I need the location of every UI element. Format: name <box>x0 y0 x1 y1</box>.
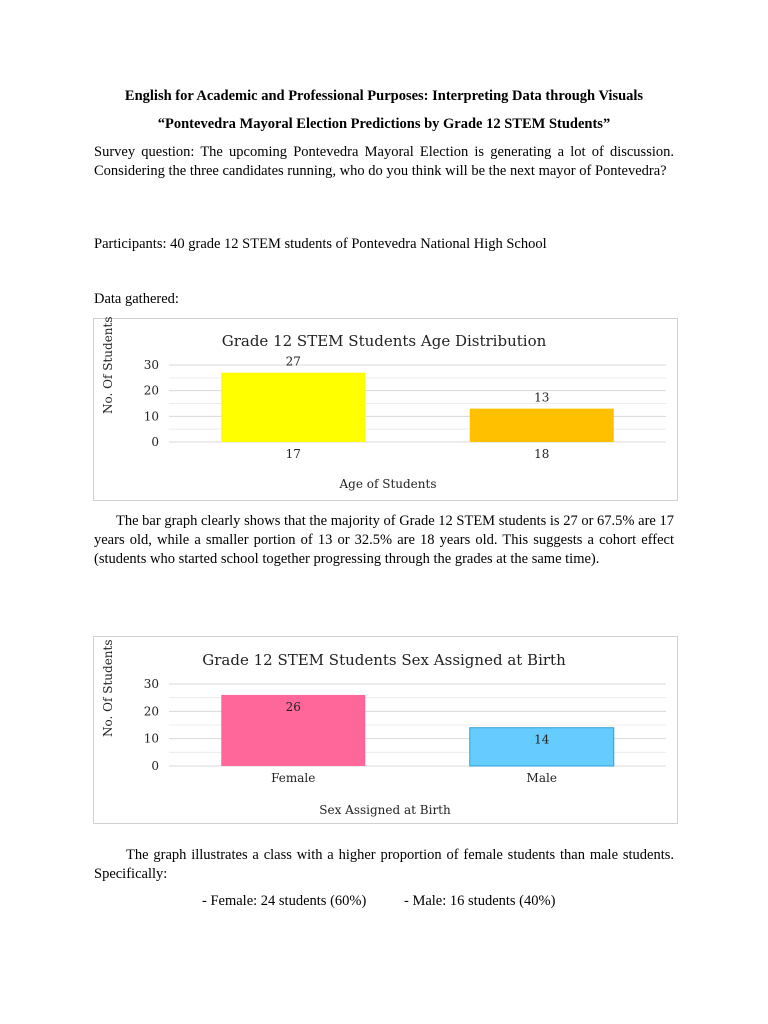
sex-at-birth-chart <box>93 636 678 824</box>
y-tick-label: 10 <box>143 409 159 424</box>
age-chart-svg <box>94 316 677 500</box>
report-title: “Pontevedra Mayoral Election Predictions by Grade 12 STEM Students” <box>157 116 611 132</box>
y-tick-label: 30 <box>143 358 159 372</box>
y-axis-label: No. Of Students <box>101 639 115 737</box>
y-tick-label: 20 <box>143 383 159 398</box>
x-axis-label: Sex Assigned at Birth <box>319 803 451 817</box>
age-distribution-chart <box>93 318 678 501</box>
data-label: 14 <box>534 732 550 747</box>
x-axis-label: Age of Students <box>339 477 437 491</box>
y-tick-label: 0 <box>151 759 159 773</box>
x-tick-label: Male <box>526 771 557 785</box>
y-tick-label: 30 <box>143 677 159 691</box>
sex-chart-svg <box>94 637 677 823</box>
data-gathered-label: Data gathered: <box>94 291 179 307</box>
bar-17 <box>221 373 365 442</box>
y-tick-label: 0 <box>151 435 159 449</box>
female-count-line: - Female: 24 students (60%) <box>202 893 367 909</box>
bar-18 <box>470 409 614 442</box>
x-tick-label: 17 <box>285 447 301 461</box>
data-label: 13 <box>534 390 550 405</box>
survey-question: Survey question: The upcoming Pontevedra Mayoral Election is generating a lot of discussion. Considering the three candidates running, who do you think will be the next mayor of Pontevedra? <box>94 144 674 179</box>
sex-analysis-paragraph: The graph illustrates a class with a higher proportion of female students than male students. Specifically: <box>94 847 674 882</box>
y-tick-label: 20 <box>143 704 159 719</box>
age-analysis-paragraph: The bar graph clearly shows that the majority of Grade 12 STEM students is 27 or 67.5% are 17 years old, while a smaller portion of 13 or 32.5% are 18 years old. This suggests a cohort effect (students who started school together progressing through the grades at the same time). <box>94 513 674 567</box>
chart-title: Grade 12 STEM Students Sex Assigned at Birth <box>202 651 566 669</box>
male-count-line: - Male: 16 students (40%) <box>404 893 556 909</box>
participants-line: Participants: 40 grade 12 STEM students of Pontevedra National High School <box>94 236 547 252</box>
y-axis-label: No. Of Students <box>101 316 115 414</box>
y-tick-label: 10 <box>143 731 159 746</box>
x-tick-label: Female <box>271 771 316 785</box>
data-label: 26 <box>285 699 301 714</box>
course-title: English for Academic and Professional Purposes: Interpreting Data through Visuals <box>124 88 644 104</box>
chart-title: Grade 12 STEM Students Age Distribution <box>221 332 547 350</box>
data-label: 27 <box>285 354 301 369</box>
x-tick-label: 18 <box>534 447 550 461</box>
